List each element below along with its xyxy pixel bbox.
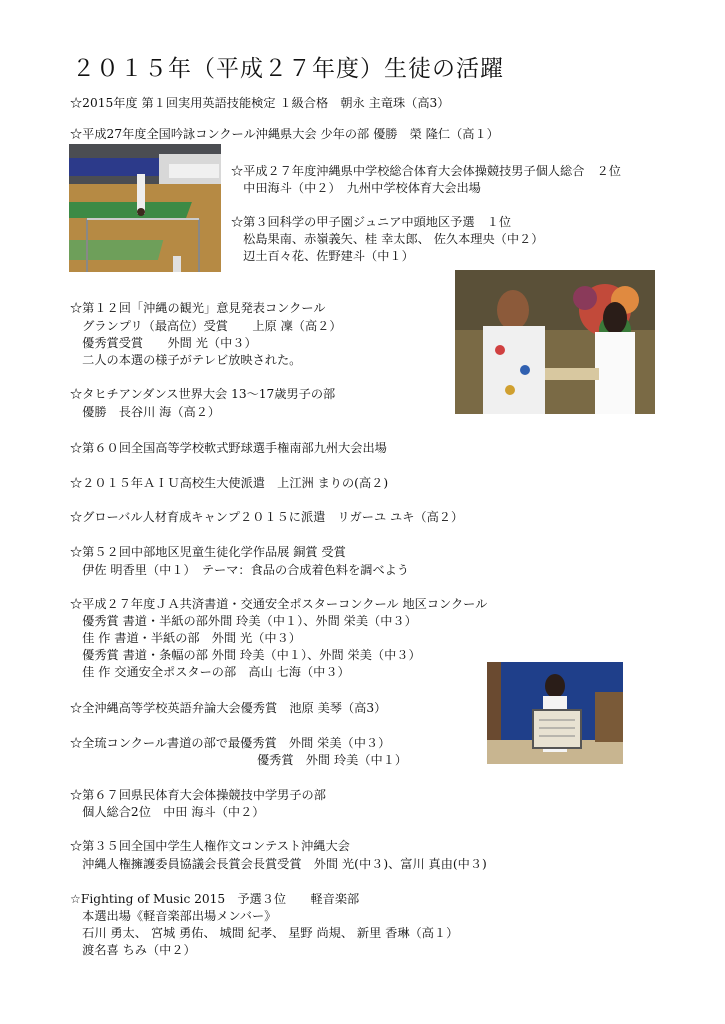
- text-line: 伊佐 明香里（中１） テーマ：食品の合成着色料を調べよう: [70, 563, 410, 577]
- text-line: ☆第６７回県民体育大会体操競技中学男子の部: [70, 788, 326, 802]
- text-line: ☆２０１５年ＡＩＵ高校生大使派遣 上江洲 まりの(高２): [70, 476, 389, 490]
- text-line: 佳 作 書道・半紙の部 外間 光（中３）: [70, 631, 301, 645]
- text-line: ☆平成２７年度ＪＡ共済書道・交通安全ポスターコンクール 地区コンクール: [70, 597, 488, 611]
- text-line: 本選出場《軽音楽部出場メンバー》: [70, 909, 277, 923]
- text-line: ☆平成27年度全国吟詠コンクール沖縄県大会 少年の部 優勝 榮 隆仁（高１）: [70, 127, 499, 141]
- speech-contest-photo: [487, 662, 623, 764]
- text-line: グランプリ（最高位）受賞 上原 凜（高２）: [70, 319, 342, 333]
- text-line: 沖縄人権擁護委員協議会長賞会長賞受賞 外間 光(中３)、富川 真由(中３): [70, 857, 487, 871]
- text-line: ☆第６０回全国高等学校軟式野球選手権南部九州大会出場: [70, 441, 387, 455]
- gymnastics-photo: [69, 144, 221, 272]
- text-line: 優秀賞 外間 玲美（中１）: [257, 753, 408, 767]
- text-line: 松島果南、赤嶺義矢、桂 幸太郎、 佐久本理央（中２）: [231, 232, 544, 246]
- text-line: ☆グローバル人材育成キャンプ２０１５に派遣 リガーユ ユキ（高２）: [70, 510, 464, 524]
- text-line: ☆全沖縄高等学校英語弁論大会優秀賞 池原 美琴（高3）: [70, 701, 387, 715]
- text-line: ☆第５２回中部地区児童生徒化学作品展 銅賞 受賞: [70, 545, 346, 559]
- text-line: ☆2015年度 第１回実用英語技能検定 １級合格 朝永 主竜珠（高3）: [70, 96, 450, 110]
- text-line: 優秀賞 書道・半紙の部外間 玲美（中１）、外間 栄美（中３）: [70, 614, 417, 628]
- page-title: ２０１５年（平成２７年度）生徒の活躍: [72, 56, 504, 82]
- text-line: 中田海斗（中２） 九州中学校体育大会出場: [231, 181, 481, 195]
- text-line: 優勝 長谷川 海（高２）: [70, 405, 221, 419]
- text-line: ☆タヒチアンダンス世界大会 13～17歳男子の部: [70, 387, 336, 401]
- text-line: ☆第３５回全国中学生人権作文コンテスト沖縄大会: [70, 839, 350, 853]
- text-line: 優秀賞受賞 外間 光（中３）: [70, 336, 257, 350]
- text-line: 二人の本選の様子がテレビ放映された。: [70, 353, 302, 367]
- text-line: ☆第１２回「沖縄の観光」意見発表コンクール: [70, 301, 326, 315]
- text-line: ☆Fighting of Music 2015 予選３位 軽音楽部: [70, 892, 360, 906]
- text-line: 佳 作 交通安全ポスターの部 高山 七海（中３）: [70, 665, 350, 679]
- text-line: ☆第３回科学の甲子園ジュニア中頭地区予選 １位: [231, 215, 512, 229]
- text-line: ☆平成２７年度沖縄県中学校総合体育大会体操競技男子個人総合 ２位: [231, 164, 621, 178]
- text-line: 優秀賞 書道・条幅の部 外間 玲美（中１）、外間 栄美（中３）: [70, 648, 421, 662]
- text-line: ☆全琉コンクール書道の部で最優秀賞 外間 栄美（中３）: [70, 736, 391, 750]
- text-line: 石川 勇太、 宮城 勇佑、 城間 紀孝、 星野 尚規、 新里 香琳（高１）: [70, 926, 459, 940]
- award-ceremony-photo: [455, 270, 655, 414]
- text-line: 個人総合2位 中田 海斗（中２）: [70, 805, 265, 819]
- text-line: 渡名喜 ちみ（中２）: [70, 943, 196, 957]
- text-line: 辺土百々花、佐野建斗（中１）: [231, 249, 414, 263]
